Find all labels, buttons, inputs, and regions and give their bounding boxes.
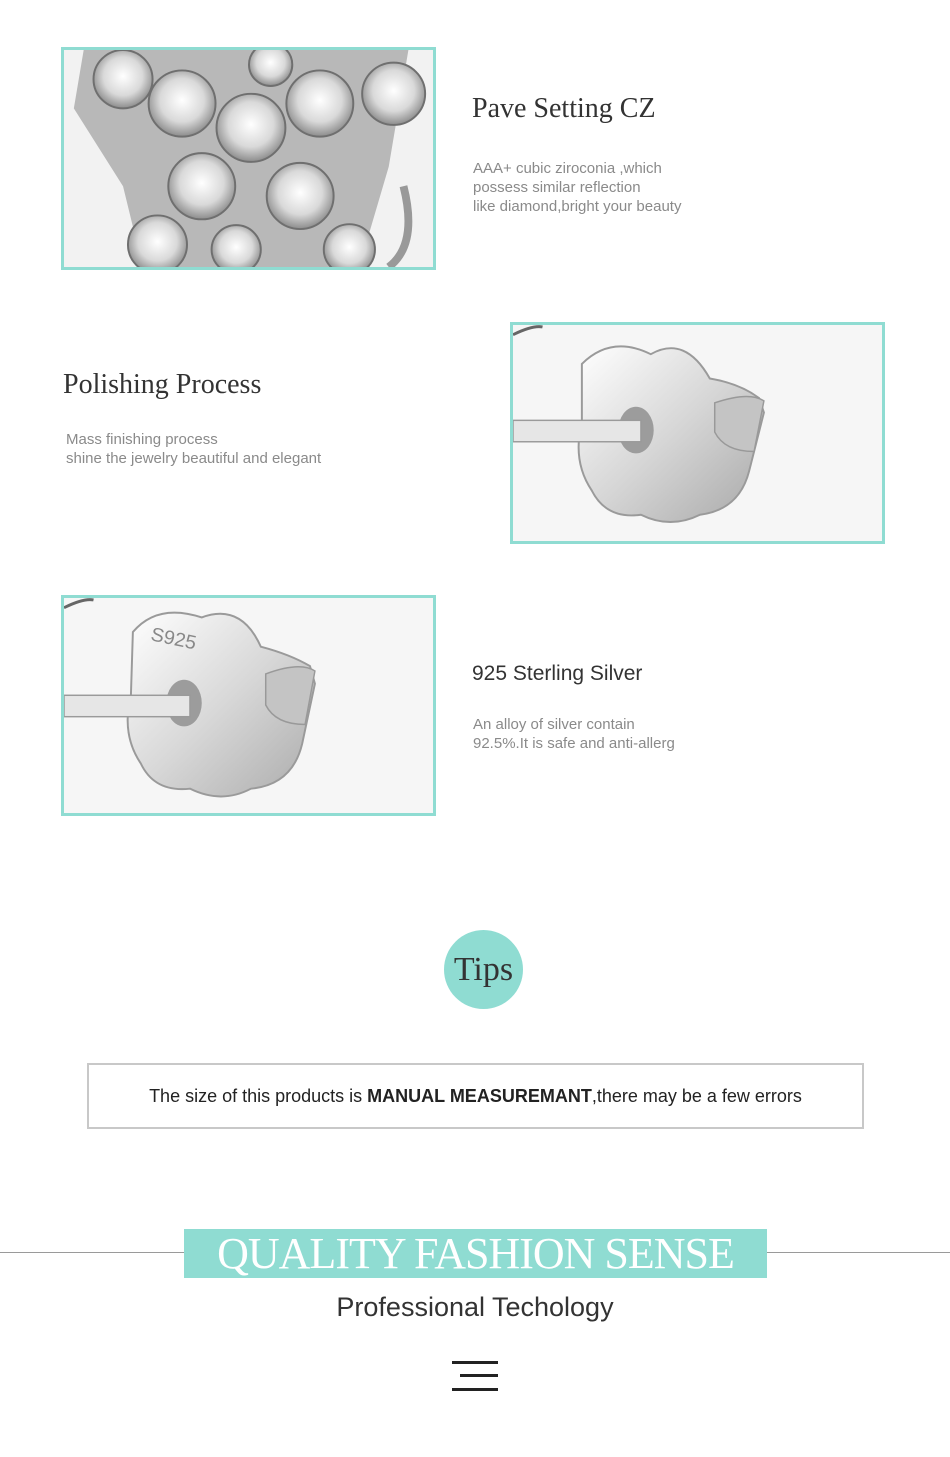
tips-label: Tips: [453, 950, 514, 988]
note-prefix: The size of this products is: [149, 1085, 368, 1106]
note-bold: MANUAL MEASUREMANT: [367, 1085, 592, 1106]
description-line: like diamond,bright your beauty: [473, 198, 682, 215]
measurement-note: [87, 1063, 864, 1129]
menu-icon: [452, 1361, 498, 1391]
polishing-process-description: [66, 430, 321, 468]
tips-badge: [444, 930, 523, 1009]
description-line: AAA+ cubic ziroconia ,which: [473, 160, 662, 177]
pave-setting-photo: [61, 47, 436, 270]
polishing-process-title: Polishing Process: [63, 369, 262, 400]
pave-setting-description: [473, 159, 681, 216]
quality-banner: [184, 1229, 767, 1278]
description-line: An alloy of silver contain: [473, 716, 635, 733]
description-line: shine the jewelry beautiful and elegant: [66, 450, 322, 467]
divider-right: [767, 1252, 950, 1253]
description-line: possess similar reflection: [473, 179, 641, 196]
banner-text: QUALITY FASHION SENSE: [217, 1229, 734, 1278]
sterling-silver-title: 925 Sterling Silver: [472, 662, 643, 685]
description-line: Mass finishing process: [66, 431, 218, 448]
s925-stamp: S925: [148, 623, 199, 655]
description-line: 92.5%.It is safe and anti-allerg: [473, 735, 675, 752]
sterling-silver-photo: [61, 595, 436, 816]
sterling-silver-description: [473, 715, 675, 753]
note-suffix: ,there may be a few errors: [591, 1085, 802, 1106]
subtitle: Professional Techology: [336, 1292, 614, 1322]
polishing-photo: [510, 322, 885, 544]
pave-setting-title: Pave Setting CZ: [472, 93, 656, 124]
divider-left: [0, 1252, 184, 1253]
